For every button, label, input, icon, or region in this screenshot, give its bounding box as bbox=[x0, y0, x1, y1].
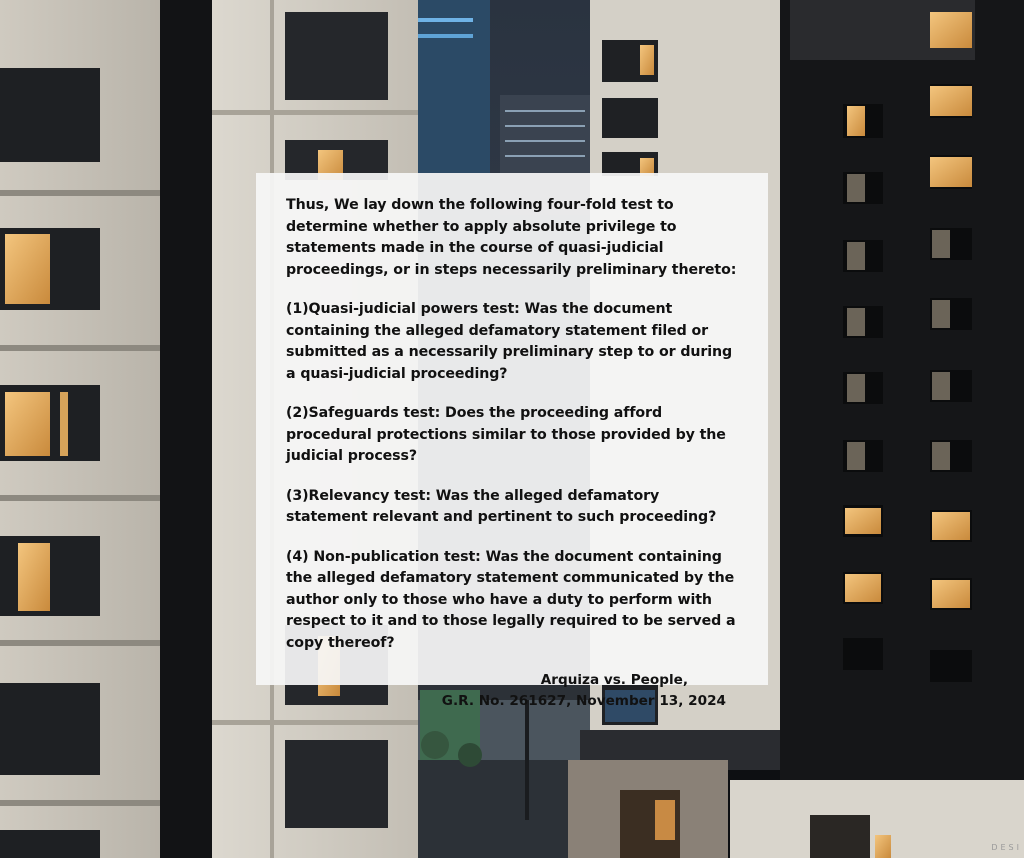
citation-case-name: Arquiza vs. People, bbox=[540, 672, 688, 688]
quote-intro: Thus, We lay down the following four-fold test to determine whether to apply absolute privilege to statements made in the course of quasi-judicial proceedings, or in steps necessarily preliminary thereto: bbox=[286, 197, 737, 278]
test-safeguards: (2)Safeguards test: Does the proceeding afford procedural protections similar to those provided by the judicial process? bbox=[286, 405, 726, 464]
test-non-publication: (4) Non-publication test: Was the document containing the alleged defamatory statement communicated by the author only to those who have a duty to perform with respect to it and to those legally required to be served a copy thereof? bbox=[286, 548, 736, 651]
watermark-text: DESI bbox=[991, 843, 1022, 852]
citation-reference: G.R. No. 261627, November 13, 2024 bbox=[441, 692, 726, 709]
quote-card bbox=[256, 173, 768, 709]
test-relevancy: (3)Relevancy test: Was the alleged defamatory statement relevant and pertinent to such proceeding? bbox=[286, 487, 717, 525]
test-quasi-judicial-powers: (1)Quasi-judicial powers test: Was the document containing the alleged defamatory statement filed or submitted as a necessarily preliminary step to or during a quasi-judicial proceeding? bbox=[286, 301, 733, 382]
citation bbox=[286, 670, 744, 711]
